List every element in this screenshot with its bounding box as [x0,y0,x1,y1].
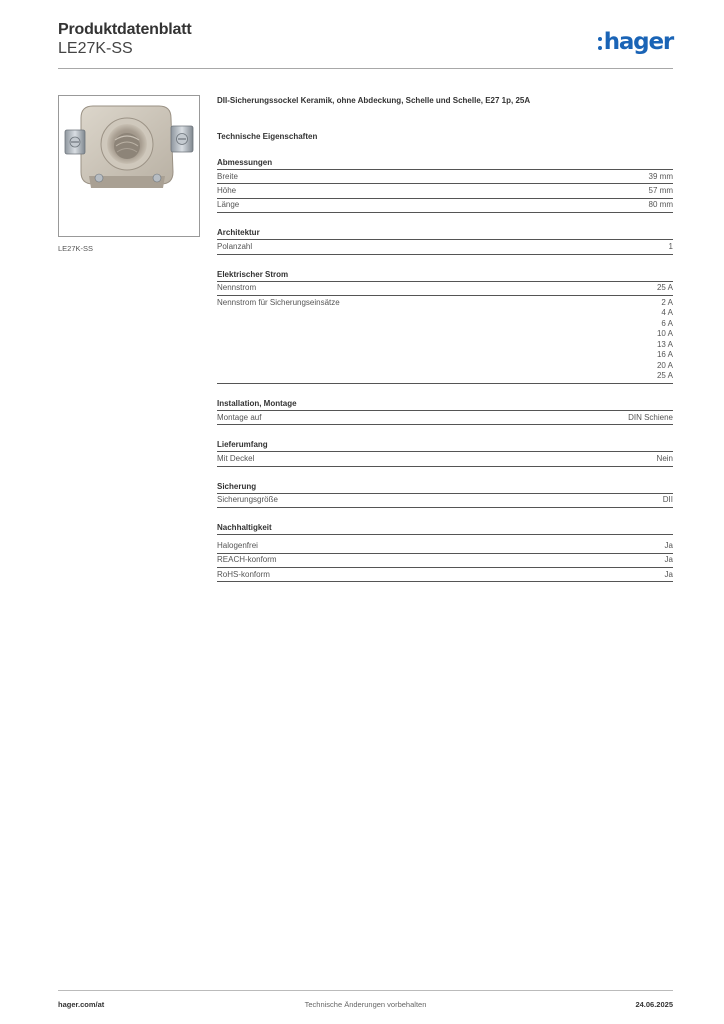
spec-group-elektrischer-strom [217,269,673,384]
footer-website-link[interactable]: hager.com/at [58,1000,105,1009]
footer-disclaimer: Technische Änderungen vorbehalten [304,1000,427,1009]
group-title: Sicherung [217,481,673,494]
spec-value: 25 A [656,371,673,381]
section-title: Technische Eigenschaften [217,132,318,141]
spec-value: Ja [664,555,673,565]
spec-content [217,95,673,582]
spec-group-sicherung [217,481,673,508]
group-title: Architektur [217,227,673,240]
spec-label: RoHS-konform [217,569,270,579]
spec-value: 80 mm [648,200,673,210]
spec-group-architektur [217,227,673,254]
spec-row [217,184,673,198]
page-header [58,20,673,69]
fuse-base-icon [59,96,199,236]
spec-label: Polanzahl [217,241,253,251]
spec-row [217,539,673,553]
spec-value: 39 mm [648,171,673,181]
spec-row [217,568,673,582]
logo-dots-icon [598,37,602,50]
group-title: Elektrischer Strom [217,269,673,282]
spec-label: Nennstrom für Sicherungseinsätze [217,297,340,307]
spec-value: 2 A [661,297,673,307]
spec-label: Halogenfrei [217,540,258,550]
spec-value: 4 A [661,308,673,318]
spec-row [217,282,673,296]
spec-row [217,554,673,568]
spec-row [217,494,673,508]
spec-label: Nennstrom [217,283,257,293]
spec-label: Höhe [217,185,237,195]
product-code: LE27K-SS [58,40,133,57]
spec-label: Mit Deckel [217,453,255,463]
spec-value: Nein [656,453,673,463]
spec-value: 13 A [656,339,673,349]
spec-row [217,296,673,384]
spec-row [217,199,673,213]
image-caption: LE27K-SS [58,244,94,253]
spec-row [217,452,673,466]
spec-group-nachhaltigkeit [217,522,673,582]
group-title: Installation, Montage [217,398,673,411]
spec-label: Sicherungsgröße [217,495,278,505]
spec-value: 6 A [661,318,673,328]
page-footer [58,990,673,1011]
spec-value: 1 [668,241,673,251]
spec-row [217,411,673,425]
spec-label: Montage auf [217,412,262,422]
spec-value-list [657,298,673,382]
spec-value: DIN Schiene [628,412,673,422]
logo-text: hager [603,29,673,55]
footer-date: 24.06.2025 [635,1000,673,1009]
spec-value: Ja [664,569,673,579]
spec-value: Ja [664,540,673,550]
spec-row [217,240,673,254]
spec-value: 57 mm [648,185,673,195]
spec-value: 25 A [656,283,673,293]
document-title: Produktdatenblatt [58,21,192,38]
spec-value: 20 A [656,360,673,370]
group-title: Nachhaltigkeit [217,522,673,535]
spec-label: REACH-konform [217,555,277,565]
group-title: Lieferumfang [217,439,673,452]
spec-row [217,170,673,184]
spec-group-lieferumfang [217,439,673,466]
product-image [58,95,200,237]
spec-value: 16 A [656,350,673,360]
spec-group-installation [217,398,673,425]
spec-value: DII [662,495,673,505]
hager-logo [598,27,673,57]
spec-label: Länge [217,200,240,210]
spec-label: Breite [217,171,238,181]
spec-value: 10 A [656,329,673,339]
spec-group-abmessungen [217,157,673,213]
product-description: DII-Sicherungssockel Keramik, ohne Abdeckung, Schelle und Schelle, E27 1p, 25A [217,96,531,105]
group-title: Abmessungen [217,157,673,170]
